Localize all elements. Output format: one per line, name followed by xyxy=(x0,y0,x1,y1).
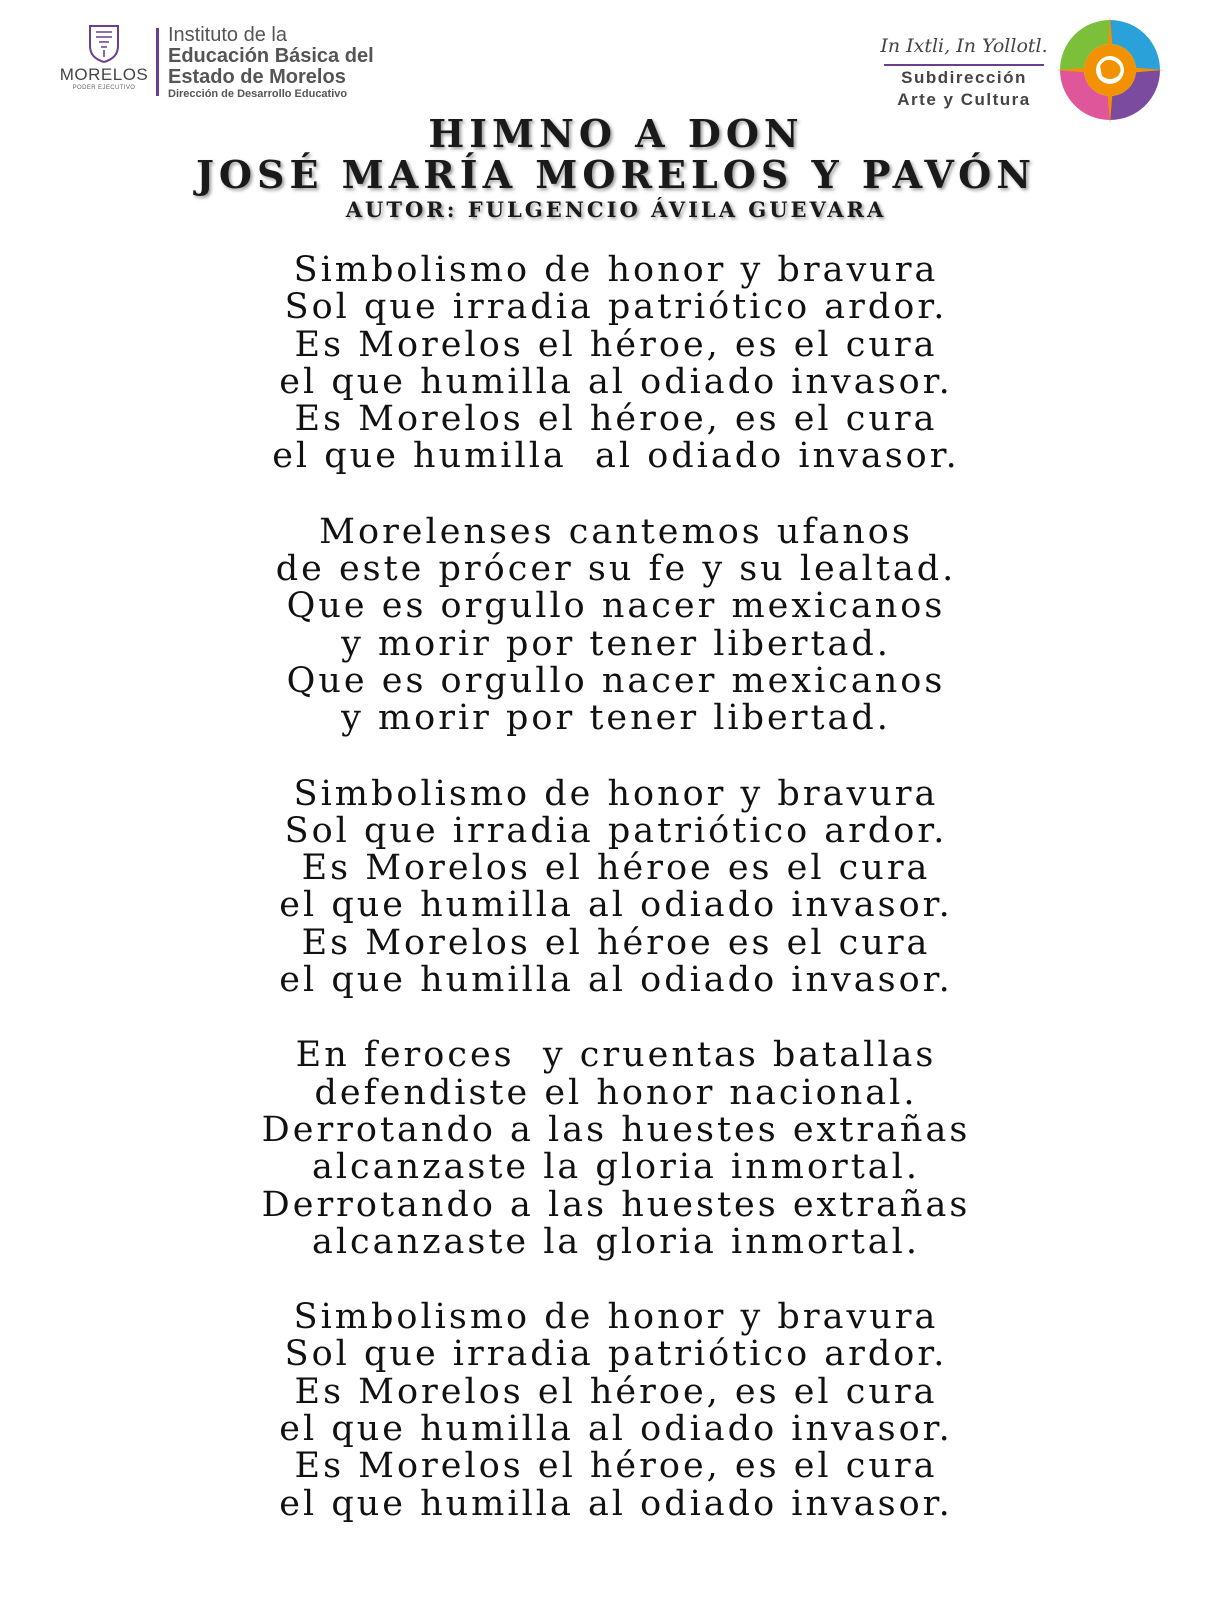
stanza-2 xyxy=(0,511,1232,739)
lyric-line: el que humilla al odiado invasor. xyxy=(279,885,953,926)
lyric-line: Que es orgullo nacer mexicanos xyxy=(286,660,946,701)
author: AUTOR: FULGENCIO ÁVILA GUEVARA xyxy=(345,197,887,222)
lyric-line: alcanzaste la gloria inmortal. xyxy=(312,1147,920,1188)
lyric-line: Sol que irradia patriótico ardor. xyxy=(284,810,948,851)
lyric-line: Sol que irradia patriótico ardor. xyxy=(284,1334,948,1375)
lyric-line: Simbolismo de honor y bravura xyxy=(293,773,939,814)
lyric-line: y morir por tener libertad. xyxy=(341,623,891,664)
lyric-line: Es Morelos el héroe es el cura xyxy=(301,922,931,963)
lyric-line: de este prócer su fe y su lealtad. xyxy=(275,549,957,590)
lyric-line: Es Morelos el héroe es el cura xyxy=(301,848,931,889)
header-right xyxy=(874,16,1174,126)
stanza-1 xyxy=(0,252,1232,476)
lyric-line: el que humilla al odiado invasor. xyxy=(279,960,953,1001)
morelos-word: MORELOS xyxy=(59,65,149,84)
lyric-line: Derrotando a las huestes extrañas xyxy=(261,1184,971,1225)
lyric-line: Que es orgullo nacer mexicanos xyxy=(286,586,946,627)
lyrics xyxy=(0,252,1232,1561)
institute-line3: Estado de Morelos xyxy=(168,66,346,88)
subdireccion-label: Subdirección xyxy=(901,68,1027,87)
institute-line2: Educación Básica del xyxy=(168,45,374,67)
morelos-shield-icon xyxy=(87,24,121,64)
area-label: Arte y Cultura xyxy=(897,90,1031,109)
lyric-line: defendiste el honor nacional. xyxy=(314,1072,918,1113)
lyric-line: Es Morelos el héroe, es el cura xyxy=(294,1446,938,1487)
stanza-5 xyxy=(0,1299,1232,1523)
lyric-line: En feroces y cruentas batallas xyxy=(295,1035,937,1076)
motto: In Ixtli, In Yollotl. xyxy=(880,35,1048,57)
lyric-line: alcanzaste la gloria inmortal. xyxy=(312,1221,920,1262)
motto-underline xyxy=(884,64,1044,66)
arte-cultura-wheel-icon xyxy=(1056,16,1164,124)
lyric-line: Es Morelos el héroe, es el cura xyxy=(294,399,938,440)
lyric-line: el que humilla al odiado invasor. xyxy=(279,1483,953,1524)
title-line1: HIMNO A DON xyxy=(428,111,804,156)
lyric-line: Sol que irradia patriótico ardor. xyxy=(284,287,948,328)
lyric-line: el que humilla al odiado invasor. xyxy=(279,361,953,402)
stanza-4 xyxy=(0,1037,1232,1261)
stanza-3 xyxy=(0,773,1232,1001)
lyric-line: el que humilla al odiado invasor. xyxy=(279,1409,953,1450)
divider xyxy=(156,28,159,96)
institute-line1: Instituto de la xyxy=(168,24,287,46)
lyric-line: Simbolismo de honor y bravura xyxy=(293,1297,939,1338)
lyric-line: Derrotando a las huestes extrañas xyxy=(261,1109,971,1150)
lyric-line: Es Morelos el héroe, es el cura xyxy=(294,1371,938,1412)
title-line2: JOSÉ MARÍA MORELOS Y PAVÓN xyxy=(195,152,1037,197)
lyric-line: Morelenses cantemos ufanos xyxy=(319,511,913,552)
lyric-line: y morir por tener libertad. xyxy=(341,698,891,739)
lyric-line: Es Morelos el héroe, es el cura xyxy=(294,324,938,365)
institute-line4: Dirección de Desarrollo Educativo xyxy=(168,88,348,100)
institute-name xyxy=(168,24,428,101)
lyric-line: el que humilla al odiado invasor. xyxy=(272,436,960,477)
morelos-sub: PODER EJECUTIVO xyxy=(72,85,136,91)
lyric-line: Simbolismo de honor y bravura xyxy=(293,250,939,290)
morelos-logo xyxy=(58,24,150,102)
